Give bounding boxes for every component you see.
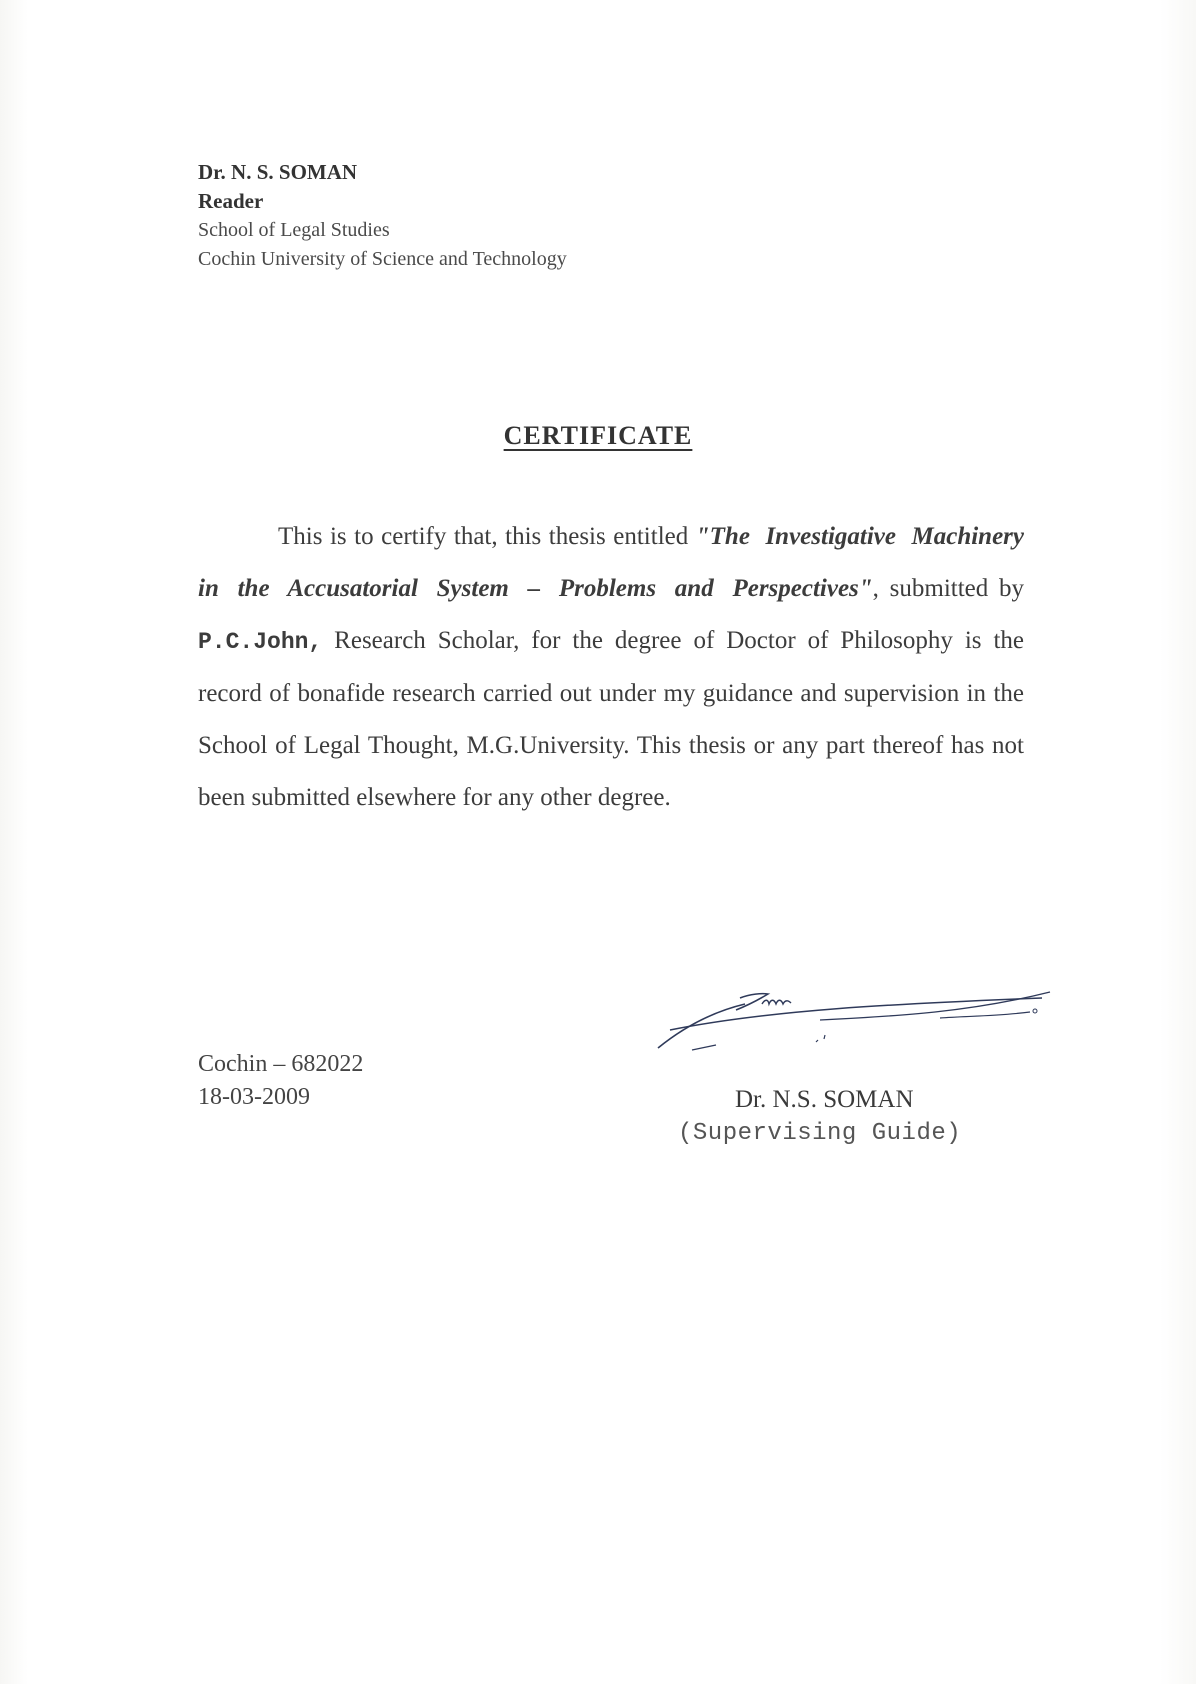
scholar-name: P.C.John, (198, 629, 323, 655)
certificate-heading: CERTIFICATE (503, 421, 693, 450)
place: Cochin – 682022 (198, 1051, 364, 1077)
signatory-role: (Supervising Guide) (678, 1120, 962, 1147)
certificate-heading-wrap (0, 421, 1196, 451)
letterhead (198, 158, 567, 274)
place-date (198, 1048, 363, 1114)
body-intro: This is to certify that, this thesis entitled (278, 523, 696, 550)
letterhead-title: Reader (198, 189, 264, 213)
certificate-body (198, 511, 1024, 824)
body-rest: Research Scholar, for the degree of Doctor of Philosophy is the record of bonafide research carried out under my guidance and supervision in the School of Legal Thought, M.G.University. This thesis or any part thereof has not been submitted elsewhere for any other degree. (198, 627, 1024, 811)
handwritten-signature (650, 990, 1070, 1060)
letterhead-university: Cochin University of Science and Technology (198, 248, 567, 270)
date: 18-03-2009 (198, 1084, 310, 1110)
signatory-name: Dr. N.S. SOMAN (735, 1086, 914, 1113)
letterhead-department: School of Legal Studies (198, 219, 390, 241)
letterhead-name: Dr. N. S. SOMAN (198, 160, 358, 184)
thesis-title: "The Investigative Machinery in the Accusatorial System – Problems and Perspectives" (198, 523, 1024, 602)
body-submitted-by: , submitted by (872, 575, 1025, 602)
